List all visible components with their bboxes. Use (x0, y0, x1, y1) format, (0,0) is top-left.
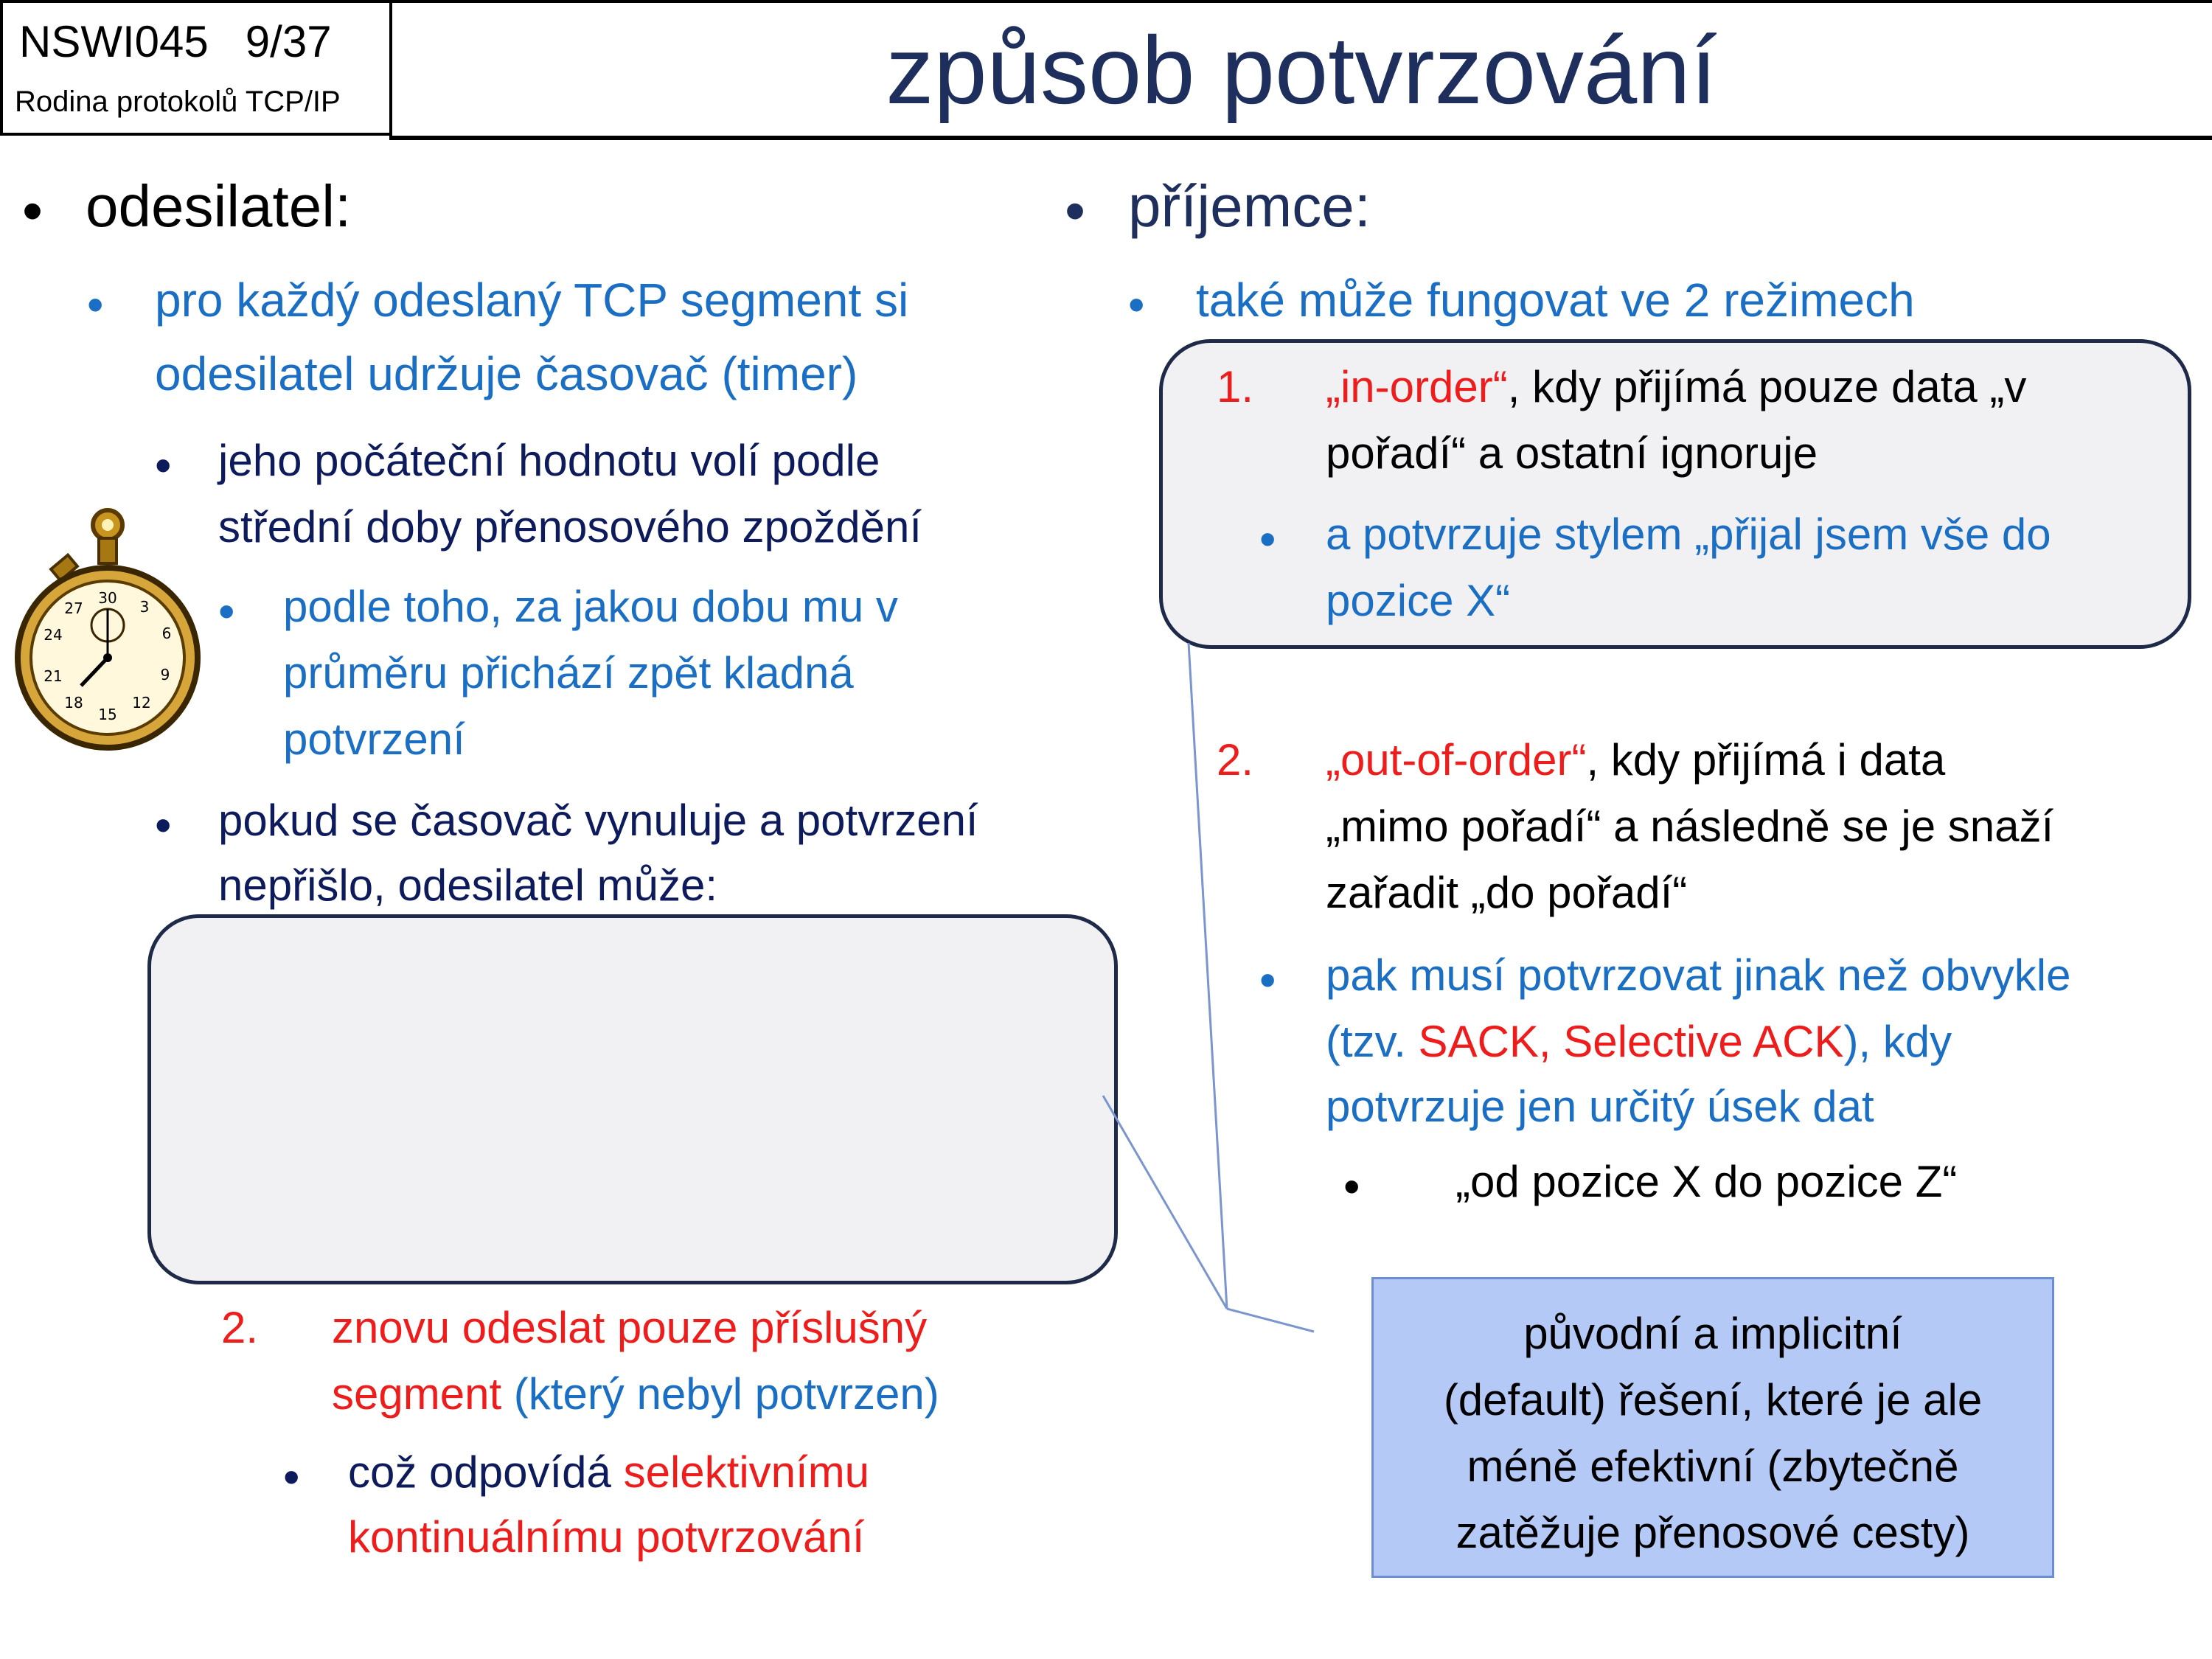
sack-term: SACK, Selective ACK (1418, 1017, 1844, 1066)
mode-subsub-line: „od pozice X do pozice Z“ (1455, 1157, 1958, 1206)
dial-number: 3 (139, 598, 150, 616)
dial-number: 6 (161, 625, 172, 642)
dial-number: 15 (98, 706, 117, 723)
dial-number: 9 (160, 666, 170, 684)
mode-sub-line: potvrzuje jen určitý úsek dat (1326, 1082, 1874, 1131)
sender-item-line: pro každý odeslaný TCP segment si (155, 274, 909, 327)
mode-sub-line (1326, 1016, 1952, 1067)
bullet-dot: • (1065, 178, 1086, 243)
mode-line (1326, 734, 1945, 785)
dial-number: 21 (44, 667, 63, 685)
dial-number: 24 (44, 626, 63, 644)
mode-line: pořadí“ a ostatní ignoruje (1326, 428, 1818, 478)
mode-sub-line: pak musí potvrzovat jinak než obvykle (1326, 950, 2071, 1000)
callout-text: původní a implicitní (default) řešení, které je ale méně efektivní (zbytečně zatěžuje přenosové cesty) (1443, 1309, 1983, 1557)
mode-sub-line: pozice X“ (1326, 576, 1511, 625)
option-note-line (348, 1447, 869, 1498)
mode-line (1326, 361, 2026, 412)
mode-desc: , kdy přijímá pouze data „v (1507, 362, 2027, 411)
dial-number: 27 (64, 599, 83, 617)
mode-name: „in-order“ (1326, 362, 1508, 411)
option-note-prefix: což odpovídá (348, 1447, 624, 1497)
dial-number: 30 (98, 589, 117, 607)
sack-prefix: (tzv. (1326, 1017, 1419, 1066)
mode-name: „out-of-order“ (1326, 735, 1587, 785)
dial-number: 18 (64, 694, 83, 712)
receiver-heading: příjemce: (1128, 173, 1371, 239)
option-segment-text: segment (332, 1369, 502, 1419)
sender-sub-line: jeho počáteční hodnotu volí podle (218, 436, 880, 485)
mode-line: „mimo pořadí“ a následně se je snaží (1326, 801, 2054, 851)
mode-desc: , kdy přijímá i data (1586, 735, 1946, 785)
bullet-dot: • (1259, 512, 1276, 566)
option-note-highlight: selektivnímu (623, 1447, 870, 1497)
option-line: znovu odeslat pouze příslušný (332, 1303, 928, 1352)
sender-item-line: odesilatel udržuje časovač (timer) (155, 347, 858, 400)
sender-subsub-line: průměru přichází zpět kladná (283, 648, 854, 698)
option-note-line: kontinuálnímu potvrzování (348, 1512, 865, 1562)
sender-sub-line: pokud se časovač vynuluje a potvrzení (218, 796, 978, 845)
mode-line: zařadit „do pořadí“ (1326, 868, 1688, 917)
mode-number: 2. (1217, 735, 1254, 785)
bullet-dot: • (1259, 953, 1276, 1006)
mode-sub-line: a potvrzuje stylem „přijal jsem vše do (1326, 509, 2051, 559)
bullet-dot: • (22, 178, 44, 243)
slide-title: způsob potvrzování (886, 16, 1717, 124)
sender-subsub-line: potvrzení (283, 714, 465, 764)
sender-sub-line: střední doby přenosového zpoždění (218, 502, 922, 552)
bullet-dot: • (87, 278, 104, 331)
bullet-dot: • (1128, 278, 1145, 331)
sack-suffix: ), kdy (1843, 1017, 1952, 1066)
slide-number: 9/37 (245, 17, 332, 66)
bullet-dot: • (155, 439, 172, 492)
bullet-dot: • (155, 799, 172, 852)
receiver-item-line: také může fungovat ve 2 režimech (1196, 274, 1915, 327)
bullet-dot: • (1343, 1160, 1360, 1213)
dial-number: 12 (132, 694, 151, 712)
sender-subsub-line: podle toho, za jakou dobu mu v (283, 582, 898, 631)
option-number: 2. (221, 1303, 259, 1352)
option-note-text: (který nebyl potvrzen) (501, 1369, 939, 1419)
course-name: Rodina protokolů TCP/IP (15, 86, 341, 118)
sender-sub-line: nepřišlo, odesilatel může: (218, 860, 718, 910)
mode-number: 1. (1217, 362, 1254, 411)
sender-heading: odesilatel: (86, 173, 352, 239)
course-code: NSWI045 (19, 17, 209, 66)
bullet-dot: • (283, 1450, 300, 1503)
bullet-dot: • (218, 585, 235, 638)
option-line (332, 1368, 939, 1419)
